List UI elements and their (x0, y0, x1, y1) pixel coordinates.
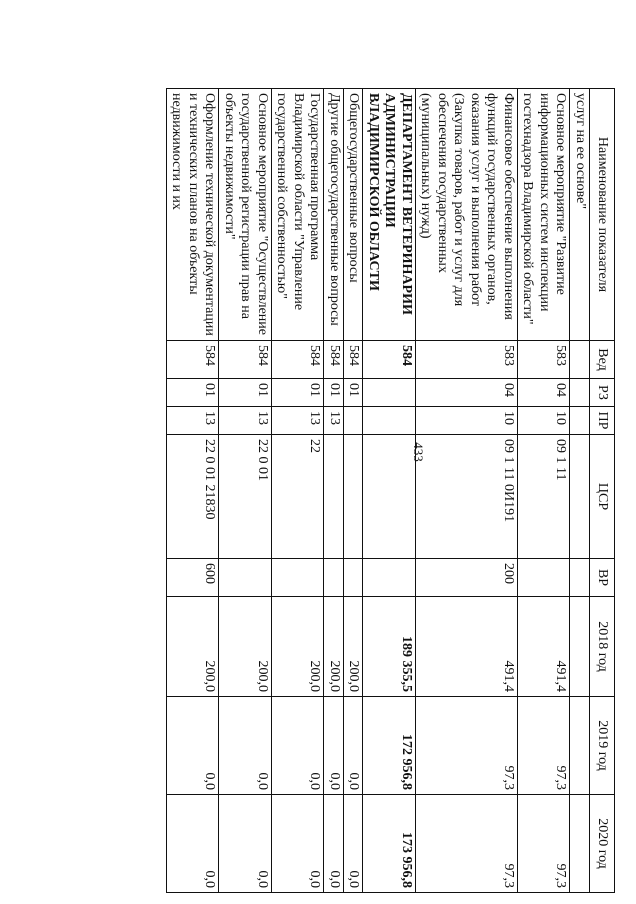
cell-pr: 13 (324, 407, 344, 435)
cell-2018: 200,0 (219, 597, 272, 697)
cell-vr (271, 559, 324, 597)
cell-2019: 97,3 (415, 697, 517, 795)
cell-2018: 189 355,5 (363, 597, 416, 697)
cell-2020: 173 956,8 (363, 795, 416, 893)
budget-table (166, 88, 615, 893)
cell-rz: 01 (219, 379, 272, 407)
cell-rz: 01 (324, 379, 344, 407)
cell-name: Государственная программа Владимирской области "Управление государственной собственностью" (271, 89, 324, 341)
table-header-row (590, 89, 615, 893)
cell-2018: 200,0 (343, 597, 363, 697)
cell-2020: 0,0 (219, 795, 272, 893)
cell-2019: 172 956,8 (363, 697, 416, 795)
cell-ved: 584 (219, 341, 272, 379)
continuation-text: услуг на ее основе" (570, 89, 590, 341)
cell-pr: 13 (271, 407, 324, 435)
header-rz: РЗ (590, 379, 615, 407)
cell-rz: 01 (343, 379, 363, 407)
cell-2018: 491,4 (517, 597, 570, 697)
cell-2020: 0,0 (271, 795, 324, 893)
cell-vr: 600 (166, 559, 219, 597)
page-number: 433 (411, 442, 426, 462)
continuation-row (570, 89, 590, 893)
cell-vr (324, 559, 344, 597)
table-row (166, 89, 219, 893)
cell-2018: 200,0 (324, 597, 344, 697)
header-vr: ВР (590, 559, 615, 597)
cell-vr (363, 559, 416, 597)
cell-ved: 584 (363, 341, 416, 379)
cell-rz (363, 379, 416, 407)
cell-ved: 583 (517, 341, 570, 379)
cell-csr (363, 435, 416, 559)
table-row (343, 89, 363, 893)
rotated-page-content (70, 88, 615, 892)
cell-2018: 491,4 (415, 597, 517, 697)
cell-2019: 0,0 (324, 697, 344, 795)
header-csr: ЦСР (590, 435, 615, 559)
cell-vr (517, 559, 570, 597)
cell-csr: 09 1 11 0И191 (415, 435, 517, 559)
cell-ved: 584 (166, 341, 219, 379)
cell-2018: 200,0 (271, 597, 324, 697)
cell-2019: 0,0 (166, 697, 219, 795)
table-row (363, 89, 416, 893)
header-2018: 2018 год (590, 597, 615, 697)
header-2020: 2020 год (590, 795, 615, 893)
cell-2019: 0,0 (271, 697, 324, 795)
cell-2019: 97,3 (517, 697, 570, 795)
cell-pr: 13 (219, 407, 272, 435)
cell-name: Основное мероприятие "Осуществление государственной регистрации прав на объекты недвижимости" (219, 89, 272, 341)
cell-csr: 22 0 01 21830 (166, 435, 219, 559)
table-row (271, 89, 324, 893)
table-row (517, 89, 570, 893)
cell-vr: 200 (415, 559, 517, 597)
cell-2018: 200,0 (166, 597, 219, 697)
cell-csr: 09 1 11 (517, 435, 570, 559)
header-ved: Вед (590, 341, 615, 379)
cell-rz: 04 (415, 379, 517, 407)
cell-csr: 22 (271, 435, 324, 559)
cell-ved: 584 (343, 341, 363, 379)
cell-2020: 0,0 (343, 795, 363, 893)
cell-rz: 01 (166, 379, 219, 407)
cell-ved: 584 (271, 341, 324, 379)
cell-name: Общегосударственные вопросы (343, 89, 363, 341)
cell-pr: 10 (415, 407, 517, 435)
table-row (415, 89, 517, 893)
cell-pr: 13 (166, 407, 219, 435)
cell-csr (324, 435, 344, 559)
cell-pr (343, 407, 363, 435)
cell-csr: 22 0 01 (219, 435, 272, 559)
cell-name: Основное мероприятие "Развитие информационных систем инспекции гостехнадзора Владимирской области" (517, 89, 570, 341)
cell-name: Оформление технической документации и технических планов на объекты недвижимости и их (166, 89, 219, 341)
header-name: Наименование показателя (590, 89, 615, 341)
cell-vr (219, 559, 272, 597)
cell-ved: 583 (415, 341, 517, 379)
cell-2019: 0,0 (343, 697, 363, 795)
cell-name: ДЕПАРТАМЕНТ ВЕТЕРИНАРИИ АДМИНИСТРАЦИИ ВЛАДИМИРСКОЙ ОБЛАСТИ (363, 89, 416, 341)
cell-rz: 01 (271, 379, 324, 407)
cell-2020: 97,3 (415, 795, 517, 893)
cell-pr (363, 407, 416, 435)
cell-2019: 0,0 (219, 697, 272, 795)
cell-rz: 04 (517, 379, 570, 407)
cell-pr: 10 (517, 407, 570, 435)
cell-2020: 0,0 (166, 795, 219, 893)
cell-2020: 97,3 (517, 795, 570, 893)
cell-csr (343, 435, 363, 559)
cell-ved: 584 (324, 341, 344, 379)
table-row (324, 89, 344, 893)
table-row (219, 89, 272, 893)
cell-2020: 0,0 (324, 795, 344, 893)
cell-name: Другие общегосударственные вопросы (324, 89, 344, 341)
header-pr: ПР (590, 407, 615, 435)
cell-vr (343, 559, 363, 597)
header-2019: 2019 год (590, 697, 615, 795)
cell-name: Финансовое обеспечение выполнения функций государственных органов, оказания услуг и выполнения работ (Закупка товаров, работ и услуг для обеспечения государственных (муниципальных) нужд) (415, 89, 517, 341)
